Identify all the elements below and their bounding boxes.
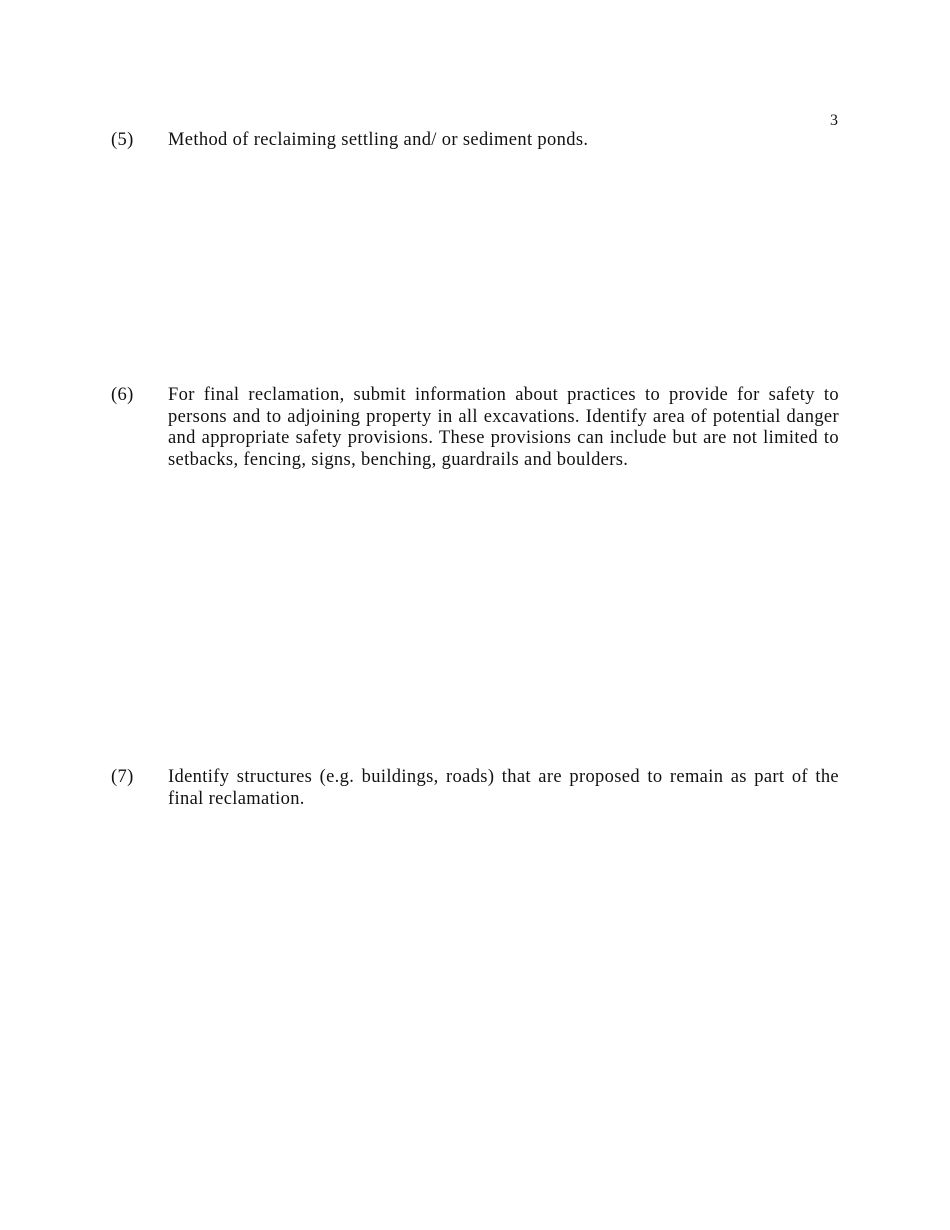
item-text: Method of reclaiming settling and/ or sediment ponds.: [168, 130, 589, 150]
item-number: (7): [111, 767, 134, 787]
list-item-7: [111, 767, 839, 810]
list-item-6: [111, 385, 839, 471]
item-number: (6): [111, 385, 134, 405]
item-text: Identify structures (e.g. buildings, roads) that are proposed to remain as part of the final reclamation.: [168, 767, 839, 809]
list-item-5: [111, 130, 839, 152]
page-number: 3: [830, 112, 838, 129]
item-text: For final reclamation, submit information about practices to provide for safety to persons and to adjoining property in all excavations. Identify area of potential danger and appropriate safety provisions. These provisions can include but are not limited to setbacks, fencing, signs, benching, guardrails and boulders.: [168, 385, 839, 470]
item-number: (5): [111, 130, 134, 150]
